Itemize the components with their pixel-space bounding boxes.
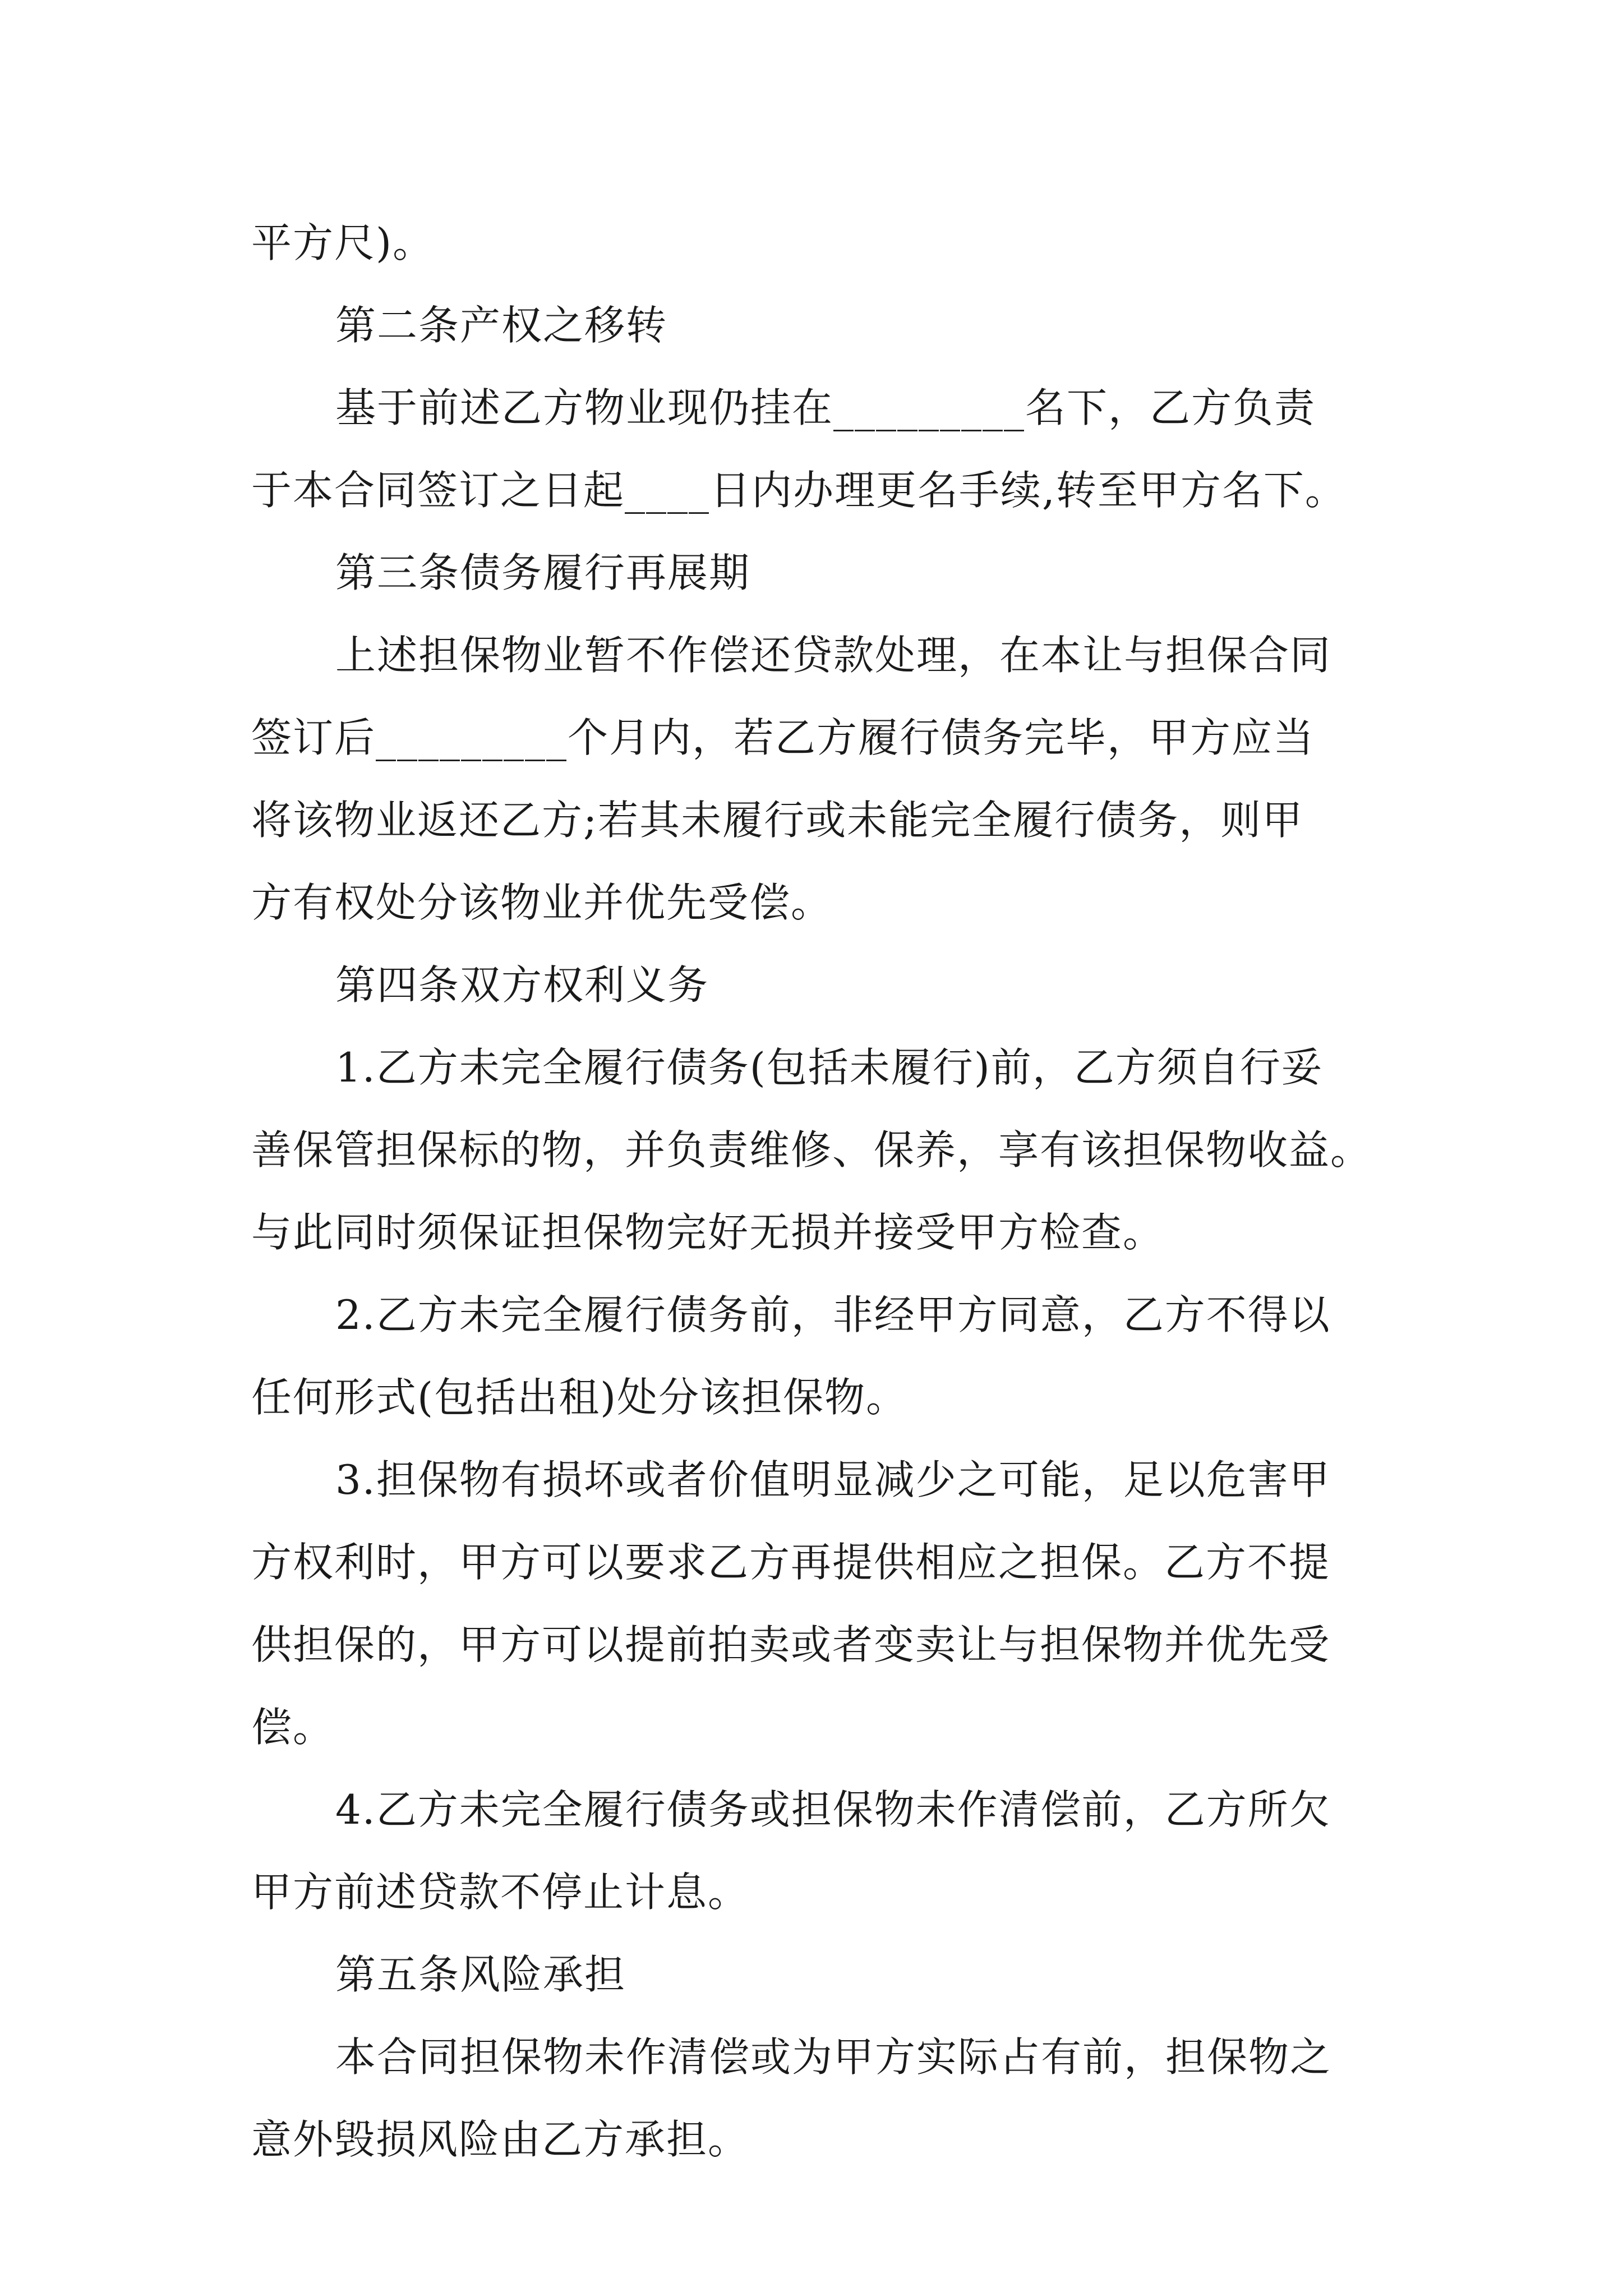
text-line: 于本合同签订之日起____日内办理更名手续,转至甲方名下。	[251, 467, 1347, 514]
text-line: 签订后_________个月内，若乙方履行债务完毕，甲方应当	[251, 714, 1315, 761]
text-line: 偿。	[251, 1704, 335, 1751]
text-line: 4.乙方未完全履行债务或担保物未作清偿前，乙方所欠	[335, 1786, 1331, 1833]
text-line: 与此同时须保证担保物完好无损并接受甲方检查。	[251, 1209, 1165, 1256]
section-heading-2: 第二条产权之移转	[335, 302, 668, 349]
section-heading-4: 第四条双方权利义务	[335, 961, 709, 1009]
text-line: 平方尺)。	[251, 219, 435, 266]
text-line: 方权利时，甲方可以要求乙方再提供相应之担保。乙方不提	[251, 1539, 1331, 1586]
section-heading-5: 第五条风险承担	[335, 1951, 626, 1998]
text-line: 基于前述乙方物业现仍挂在_________名下，乙方负责	[335, 384, 1316, 431]
text-line: 方有权处分该物业并优先受偿。	[251, 879, 833, 926]
text-line: 供担保的，甲方可以提前拍卖或者变卖让与担保物并优先受	[251, 1621, 1331, 1668]
text-line: 1.乙方未完全履行债务(包括未履行)前，乙方须自行妥	[335, 1044, 1323, 1091]
text-line: 任何形式(包括出租)处分该担保物。	[251, 1374, 908, 1421]
text-line: 2.乙方未完全履行债务前，非经甲方同意，乙方不得以	[335, 1291, 1331, 1338]
text-line: 善保管担保标的物，并负责维修、保养，享有该担保物收益。	[251, 1126, 1372, 1174]
text-line: 意外毁损风险由乙方承担。	[251, 2116, 750, 2163]
text-line: 甲方前述贷款不停止计息。	[251, 1869, 750, 1916]
text-line: 上述担保物业暂不作偿还贷款处理，在本让与担保合同	[335, 632, 1332, 679]
text-line: 将该物业返还乙方;若其未履行或未能完全履行债务，则甲	[251, 797, 1304, 844]
text-line: 3.担保物有损坏或者价值明显减少之可能，足以危害甲	[335, 1456, 1331, 1503]
text-line: 本合同担保物未作清偿或为甲方实际占有前，担保物之	[335, 2033, 1332, 2081]
section-heading-3: 第三条债务履行再展期	[335, 549, 751, 596]
document-page	[251, 202, 1391, 2181]
